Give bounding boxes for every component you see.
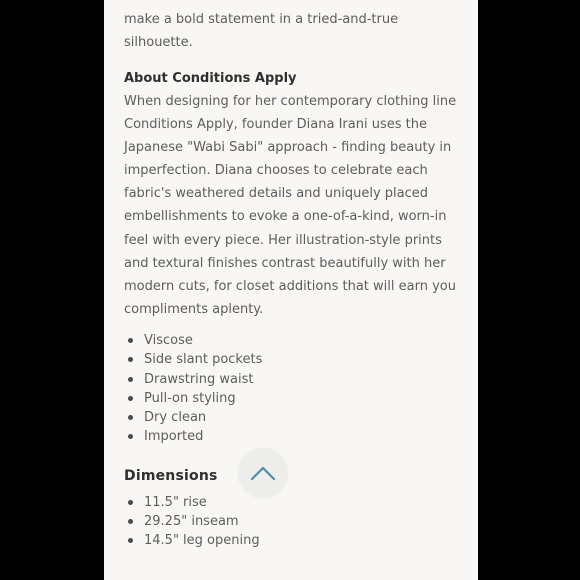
bullet-icon: [128, 377, 133, 382]
list-item: [124, 370, 464, 389]
bullet-icon: [128, 500, 133, 505]
product-description-page: [104, 0, 478, 580]
list-item: [124, 493, 464, 512]
bullet-icon: [128, 434, 133, 439]
feature-label: Dry clean: [144, 410, 207, 426]
bullet-icon: [128, 338, 133, 343]
bullet-icon: [128, 357, 133, 362]
about-heading: About Conditions Apply: [124, 71, 297, 86]
dimensions-heading: Dimensions: [124, 467, 218, 484]
bullet-icon: [128, 396, 133, 401]
feature-label: Viscose: [144, 332, 193, 348]
list-item: [124, 331, 464, 350]
list-item: [124, 531, 464, 550]
list-item: [124, 512, 464, 531]
description-lead-text: make a bold statement in a tried-and-true silhouette.: [124, 12, 399, 50]
feature-label: Imported: [144, 429, 204, 445]
dimension-label: 14.5" leg opening: [144, 533, 260, 549]
dimension-label: 29.25" inseam: [144, 514, 239, 530]
bullet-icon: [128, 538, 133, 543]
list-item: [124, 427, 464, 446]
scroll-to-top-button[interactable]: [238, 448, 288, 498]
list-item: [124, 389, 464, 408]
dimensions-list: [124, 493, 464, 551]
feature-label: Drawstring waist: [144, 371, 254, 387]
bullet-icon: [128, 519, 133, 524]
feature-list: [124, 331, 464, 447]
list-item: [124, 408, 464, 427]
feature-label: Pull-on styling: [144, 390, 236, 406]
list-item: [124, 350, 464, 369]
chevron-up-icon: [250, 465, 276, 481]
feature-label: Side slant pockets: [144, 352, 263, 368]
product-description: [124, 0, 464, 551]
about-text: When designing for her contemporary clothing line Conditions Apply, founder Diana Irani uses the Japanese "Wabi Sabi" approach - finding beauty in imperfection. Diana chooses to celebrate each fabric's weathered details and uniquely placed embellishments to evoke a one-of-a-kind, worn-in feel with every piece. Her illustration-style prints and textural finishes contrast beautifully with her modern cuts, for closet additions that will earn you compliments aplenty.: [124, 94, 457, 317]
bullet-icon: [128, 415, 133, 420]
dimension-label: 11.5" rise: [144, 494, 207, 510]
